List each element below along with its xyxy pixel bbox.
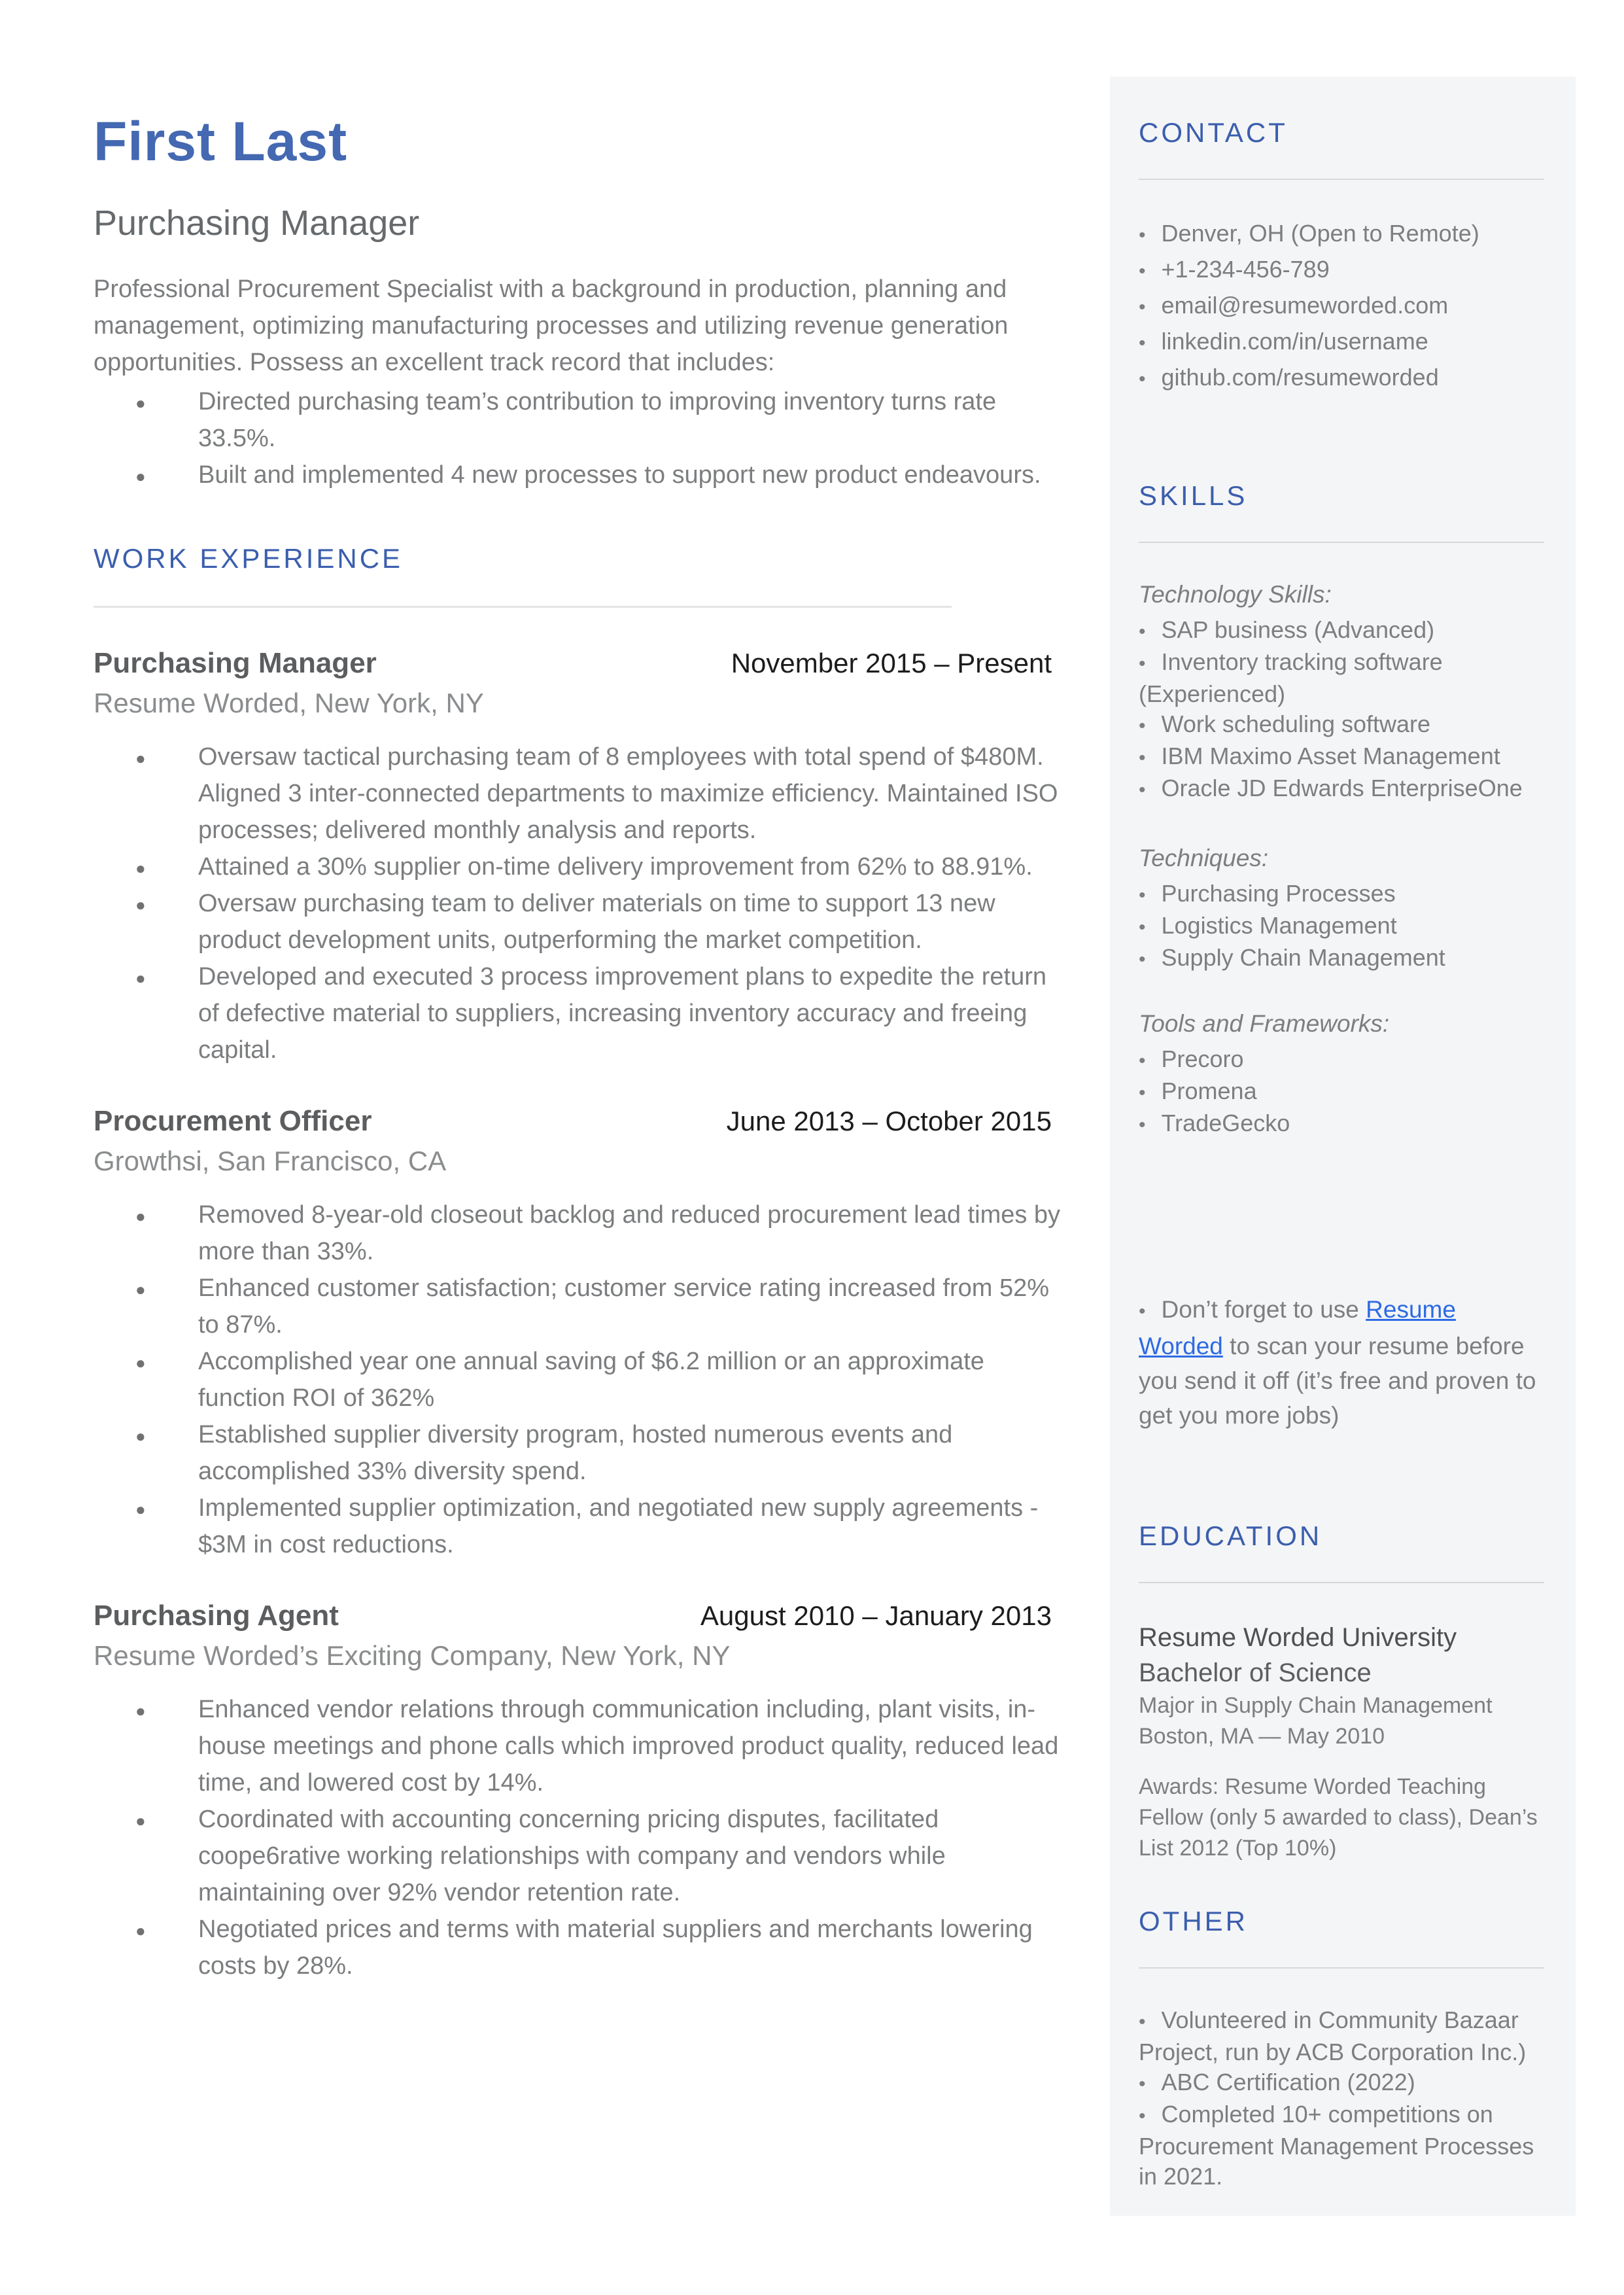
job-title: Purchasing Agent bbox=[94, 1599, 339, 1632]
job-bullet: ● Implemented supplier optimization, and negotiated new supply agreements - $3M in cost reductions. bbox=[198, 1490, 1062, 1563]
sidebar-divider bbox=[1139, 1582, 1544, 1583]
education-entry bbox=[1139, 1620, 1544, 1864]
skills-list bbox=[1139, 580, 1544, 1140]
job-bullet: ● Enhanced customer satisfaction; customer service rating increased from 52% to 87%. bbox=[198, 1270, 1062, 1343]
skill-item: • SAP business (Advanced) bbox=[1139, 615, 1544, 647]
sidebar-divider bbox=[1139, 1967, 1544, 1969]
other-heading: OTHER bbox=[1139, 1906, 1248, 1936]
skill-item: • Logistics Management bbox=[1139, 911, 1544, 943]
skill-item: • Promena bbox=[1139, 1076, 1544, 1108]
other-item: • Completed 10+ competitions on Procurement Management Processes in 2021. bbox=[1139, 2099, 1544, 2192]
summary-text: Professional Procurement Specialist with a background in production, planning and management, optimizing manufacturing processes and utilizing revenue generation opportunities. Possess an excellent track record that includes: bbox=[94, 275, 1009, 376]
skill-item: • Inventory tracking software (Experienced) bbox=[1139, 647, 1544, 709]
job-header bbox=[94, 1600, 1052, 1632]
job-bullet: ● Removed 8-year-old closeout backlog and reduced procurement lead times by more than 33%. bbox=[198, 1197, 1062, 1270]
contact-email: • email@resumeworded.com bbox=[1139, 289, 1544, 324]
job-bullet: ● Attained a 30% supplier on-time delivery improvement from 62% to 88.91%. bbox=[198, 849, 1062, 885]
skill-item: • Supply Chain Management bbox=[1139, 943, 1544, 975]
other-list bbox=[1139, 2005, 1544, 2192]
job-bullet: ● Established supplier diversity program, hosted numerous events and accomplished 33% diversity spend. bbox=[198, 1416, 1062, 1490]
skill-group-label: Tools and Frameworks: bbox=[1139, 1010, 1390, 1037]
skill-group-technology bbox=[1139, 580, 1544, 805]
skill-group-tools bbox=[1139, 1009, 1544, 1140]
candidate-role: Purchasing Manager bbox=[94, 203, 420, 243]
job-header bbox=[94, 647, 1052, 680]
contact-heading: CONTACT bbox=[1139, 117, 1288, 148]
contact-location: • Denver, OH (Open to Remote) bbox=[1139, 217, 1544, 253]
contact-linkedin: • linkedin.com/in/username bbox=[1139, 324, 1544, 360]
job-dates: June 2013 – October 2015 bbox=[726, 1105, 1052, 1136]
sidebar bbox=[1110, 77, 1576, 2216]
other-item: • ABC Certification (2022) bbox=[1139, 2067, 1544, 2099]
tip-text: to scan your resume before you send it off (it’s free and proven to get you more jobs) bbox=[1139, 1333, 1536, 1429]
contact-github: • github.com/resumeworded bbox=[1139, 360, 1544, 396]
job-title: Purchasing Manager bbox=[94, 646, 377, 679]
education-school: Resume Worded University bbox=[1139, 1623, 1457, 1652]
job-bullet: ● Oversaw tactical purchasing team of 8 employees with total spend of $480M. Aligned 3 inter-connected departments to maximize efficiency. Maintained ISO processes; delivered monthly analysis and reports. bbox=[198, 739, 1062, 849]
job-title: Procurement Officer bbox=[94, 1104, 372, 1137]
summary-bullet: ● Built and implemented 4 new processes to support new product endeavours. bbox=[198, 457, 1062, 493]
job-header bbox=[94, 1105, 1052, 1138]
job-bullet: ● Enhanced vendor relations through communication including, plant visits, in-house meetings and phone calls which improved product quality, reduced lead time, and lowered cost by 14%. bbox=[198, 1691, 1062, 1801]
education-awards: Awards: Resume Worded Teaching Fellow (only 5 awarded to class), Dean’s List 2012 (Top 10%) bbox=[1139, 1774, 1538, 1861]
job-entry-procurement-officer bbox=[94, 1104, 1061, 1563]
skill-item: • TradeGecko bbox=[1139, 1108, 1544, 1140]
sidebar-divider bbox=[1139, 179, 1544, 180]
main-column bbox=[94, 0, 1061, 1984]
summary-bullet-list bbox=[94, 383, 1052, 493]
job-bullet: ● Coordinated with accounting concerning pricing disputes, facilitated coope6rative working relationships with company and vendors while maintaining over 92% vendor retention rate. bbox=[198, 1801, 1062, 1911]
job-bullet-list bbox=[94, 739, 1058, 1068]
job-entry-purchasing-agent bbox=[94, 1599, 1059, 1984]
contact-phone: • +1-234-456-789 bbox=[1139, 253, 1544, 289]
resume-worded-link[interactable]: Resume Worded bbox=[1139, 1296, 1456, 1359]
job-entry-purchasing-manager bbox=[94, 646, 1058, 1068]
tip-text: Don’t forget to use bbox=[1161, 1296, 1366, 1323]
work-experience-heading: WORK EXPERIENCE bbox=[94, 542, 404, 574]
job-bullet: ● Developed and executed 3 process improvement plans to expedite the return of defective material to suppliers, increasing inventory accuracy and freeing capital. bbox=[198, 958, 1062, 1068]
skill-item: • IBM Maximo Asset Management bbox=[1139, 741, 1544, 773]
job-company: Growthsi, San Francisco, CA bbox=[94, 1145, 447, 1176]
section-divider bbox=[94, 606, 952, 608]
skill-item: • Precoro bbox=[1139, 1044, 1544, 1076]
sidebar-divider bbox=[1139, 542, 1544, 543]
candidate-name: First Last bbox=[94, 111, 348, 172]
education-heading: EDUCATION bbox=[1139, 1520, 1322, 1551]
job-bullet: ● Accomplished year one annual saving of $6.2 million or an approximate function ROI of 362% bbox=[198, 1343, 1062, 1416]
job-bullet-list bbox=[94, 1691, 1059, 1984]
education-major: Major in Supply Chain Management bbox=[1139, 1693, 1493, 1718]
job-bullet-list bbox=[94, 1197, 1061, 1563]
job-dates: August 2010 – January 2013 bbox=[700, 1600, 1052, 1631]
contact-list bbox=[1139, 217, 1544, 396]
other-item: • Volunteered in Community Bazaar Project, run by ACB Corporation Inc.) bbox=[1139, 2005, 1544, 2067]
job-bullet: ● Negotiated prices and terms with material suppliers and merchants lowering costs by 28%. bbox=[198, 1911, 1062, 1984]
skill-item: • Purchasing Processes bbox=[1139, 879, 1544, 911]
resume-worded-tip bbox=[1139, 1292, 1544, 1433]
job-dates: November 2015 – Present bbox=[731, 647, 1052, 678]
job-bullet: ● Oversaw purchasing team to deliver materials on time to support 13 new product development units, outperforming the market competition. bbox=[198, 885, 1062, 958]
skills-heading: SKILLS bbox=[1139, 480, 1248, 511]
job-company: Resume Worded’s Exciting Company, New York, NY bbox=[94, 1639, 731, 1671]
skill-group-techniques bbox=[1139, 843, 1544, 975]
skill-item: • Oracle JD Edwards EnterpriseOne bbox=[1139, 773, 1544, 805]
education-location-date: Boston, MA — May 2010 bbox=[1139, 1724, 1385, 1749]
skill-group-label: Technology Skills: bbox=[1139, 581, 1332, 608]
education-degree: Bachelor of Science bbox=[1139, 1658, 1372, 1687]
job-company: Resume Worded, New York, NY bbox=[94, 687, 484, 718]
summary-bullet: ● Directed purchasing team’s contribution to improving inventory turns rate 33.5%. bbox=[198, 383, 1062, 457]
skill-item: • Work scheduling software bbox=[1139, 709, 1544, 741]
skill-group-label: Techniques: bbox=[1139, 845, 1269, 871]
